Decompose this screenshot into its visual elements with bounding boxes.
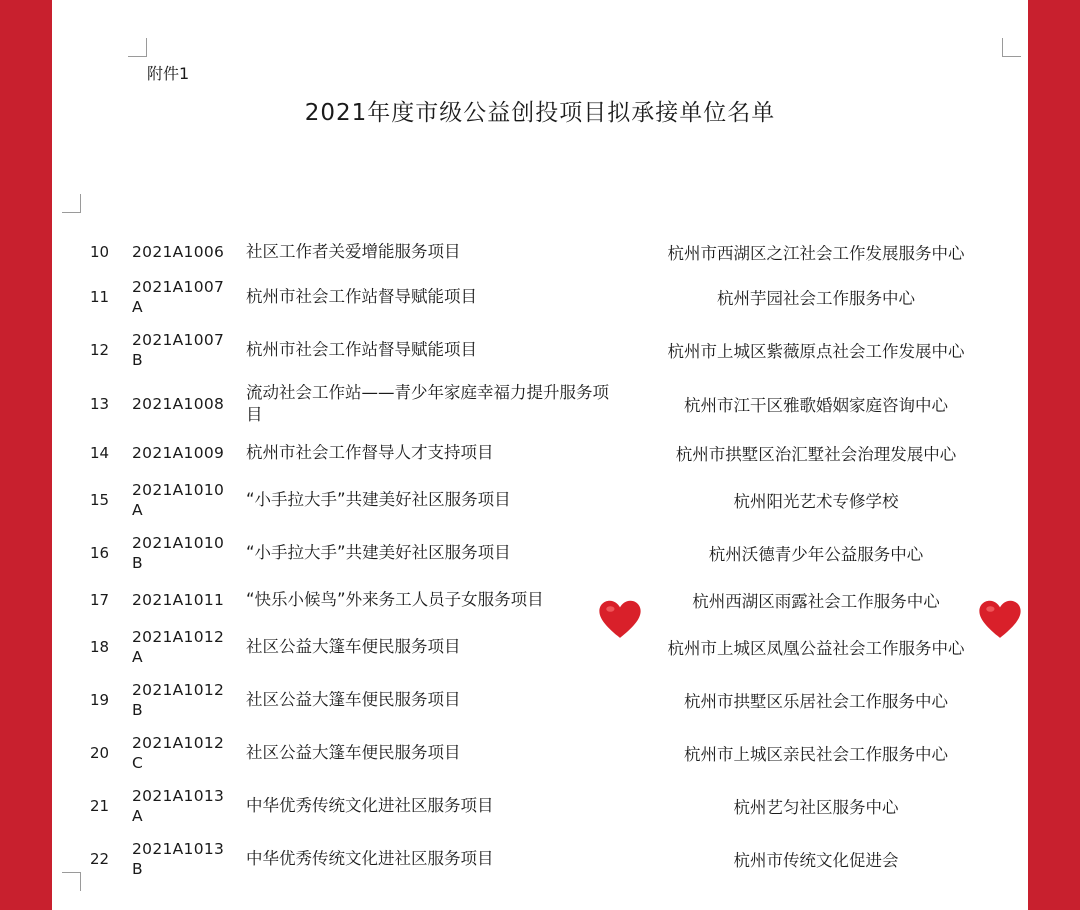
unit-name: 杭州市江干区雅歌婚姻家庭咨询中心 — [684, 396, 948, 415]
unit-name: 杭州沃德青少年公益服务中心 — [708, 544, 924, 564]
table-row — [90, 526, 1030, 579]
table-row — [90, 673, 1030, 726]
table-row — [90, 620, 1030, 673]
unit-name: 杭州市拱墅区乐居社会工作服务中心 — [684, 691, 948, 711]
table-row — [90, 832, 1030, 885]
crop-mark-middle-left — [62, 194, 81, 213]
table-row — [90, 726, 1030, 779]
document-page — [52, 0, 1028, 910]
project-code: 2021A1008 — [132, 395, 225, 413]
project-code: 2021A1012 A — [132, 627, 225, 666]
project-name: 社区工作者关爱增能服务项目 — [246, 242, 461, 261]
row-number: 15 — [90, 490, 110, 509]
row-number: 17 — [90, 590, 110, 609]
row-number: 16 — [90, 543, 110, 562]
project-name: 中华优秀传统文化进社区服务项目 — [246, 848, 494, 868]
unit-name: 杭州艺匀社区服务中心 — [733, 797, 899, 817]
project-name: 流动社会工作站——青少年家庭幸福力提升服务项目 — [246, 383, 609, 424]
document-title: 2021年度市级公益创投项目拟承接单位名单 — [304, 100, 776, 126]
row-number: 12 — [90, 340, 110, 359]
table-row — [90, 323, 1030, 376]
table-row — [90, 473, 1030, 526]
project-name: 杭州市社会工作督导人才支持项目 — [246, 442, 494, 462]
table-row — [90, 432, 1030, 473]
project-name: 中华优秀传统文化进社区服务项目 — [246, 795, 494, 815]
project-name: 社区公益大篷车便民服务项目 — [246, 636, 461, 656]
row-number: 20 — [90, 743, 110, 762]
unit-list-table — [90, 234, 1030, 885]
project-name: 社区公益大篷车便民服务项目 — [246, 689, 461, 709]
project-name: “小手拉大手”共建美好社区服务项目 — [246, 489, 511, 509]
table-row — [90, 376, 1030, 432]
project-code: 2021A1012 B — [132, 680, 225, 719]
unit-name: 杭州市上城区亲民社会工作服务中心 — [684, 744, 948, 764]
crop-mark-top-left — [128, 38, 147, 57]
unit-name: 杭州市传统文化促进会 — [733, 850, 899, 870]
project-name: 社区公益大篷车便民服务项目 — [246, 742, 461, 762]
table-row — [90, 579, 1030, 620]
unit-name: 杭州市上城区凤凰公益社会工作服务中心 — [667, 638, 965, 658]
project-code: 2021A1010 A — [132, 480, 225, 519]
project-code: 2021A1009 — [132, 443, 225, 462]
project-code: 2021A1007 B — [132, 330, 225, 369]
row-number: 22 — [90, 849, 110, 868]
row-number: 11 — [90, 287, 110, 306]
unit-name: 杭州阳光艺术专修学校 — [733, 491, 899, 511]
unit-name: 杭州市西湖区之江社会工作发展服务中心 — [667, 244, 965, 263]
table-row — [90, 270, 1030, 323]
unit-name: 杭州西湖区雨露社会工作服务中心 — [692, 591, 940, 611]
row-number: 21 — [90, 796, 110, 815]
unit-name: 杭州芋园社会工作服务中心 — [717, 288, 915, 308]
table-row — [90, 234, 1030, 270]
project-code: 2021A1013 B — [132, 839, 225, 878]
row-number: 13 — [90, 395, 110, 413]
project-name: “小手拉大手”共建美好社区服务项目 — [246, 542, 511, 562]
row-number: 14 — [90, 443, 110, 462]
attachment-label: 附件1 — [147, 64, 190, 83]
row-number: 19 — [90, 690, 110, 709]
project-code: 2021A1012 C — [132, 733, 225, 772]
project-code: 2021A1006 — [132, 243, 225, 261]
project-name: 杭州市社会工作站督导赋能项目 — [246, 286, 477, 306]
row-number: 10 — [90, 243, 110, 261]
row-number: 18 — [90, 637, 110, 656]
unit-name: 杭州市拱墅区治汇墅社会治理发展中心 — [675, 444, 957, 464]
heart-icon — [978, 598, 1022, 642]
heart-icon — [598, 598, 642, 642]
project-code: 2021A1013 A — [132, 786, 225, 825]
project-code: 2021A1011 — [132, 590, 225, 609]
project-name: “快乐小候鸟”外来务工人员子女服务项目 — [246, 589, 544, 609]
project-name: 杭州市社会工作站督导赋能项目 — [246, 339, 477, 359]
project-code: 2021A1007 A — [132, 277, 225, 316]
project-code: 2021A1010 B — [132, 533, 225, 572]
crop-mark-bottom-left — [62, 872, 81, 891]
crop-mark-top-right — [1002, 38, 1021, 57]
unit-name: 杭州市上城区紫薇原点社会工作发展中心 — [667, 341, 965, 361]
table-row — [90, 779, 1030, 832]
